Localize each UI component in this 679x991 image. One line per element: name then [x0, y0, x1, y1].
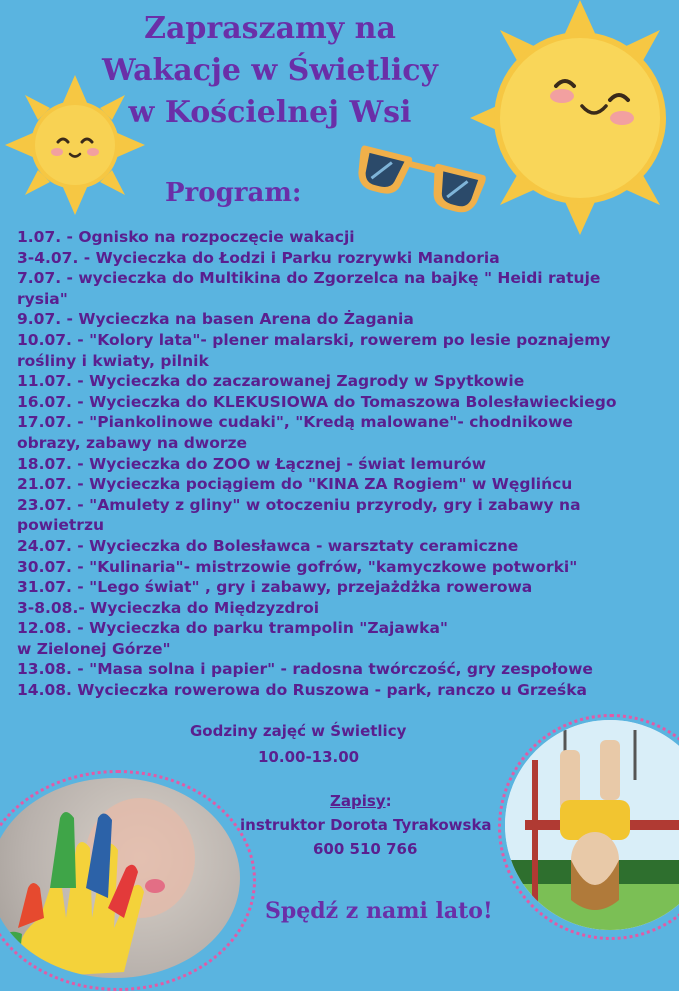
program-line: 14.08. Wycieczka rowerowa do Ruszowa - park, ranczo u Grześka — [17, 681, 588, 700]
program-list — [17, 227, 657, 701]
program-line: 1.07. - Ognisko na rozpoczęcie wakacji — [17, 228, 355, 246]
program-line: 11.07. - Wycieczka do zaczarowanej Zagrody w Spytkowie — [17, 372, 525, 391]
program-line: 7.07. - wycieczka do Multikina do Zgorzelca na bajkę " Heidi ratuje — [17, 269, 601, 288]
program-line: 23.07. - "Amulety z gliny" w otoczeniu przyrody, gry i zabawy na — [17, 495, 581, 514]
instructor-name: instruktor Dorota Tyrakowska — [240, 816, 492, 834]
program-line: w Zielonej Górze" — [17, 639, 171, 658]
hours-time: 10.00-13.00 — [258, 748, 360, 766]
program-line: 16.07. - Wycieczka do KLEKUSIOWA do Tomaszowa Bolesławieckiego — [17, 392, 617, 411]
program-line: 9.07. - Wycieczka na basen Arena do Żagania — [17, 310, 414, 329]
title-line-3: w Kościelnej Wsi — [128, 95, 412, 130]
painted-hand-icon — [0, 778, 240, 978]
program-line: 30.07. - "Kulinaria"- mistrzowie gofrów, "kamyczkowe potworki" — [17, 557, 578, 576]
program-line: 10.07. - "Kolory lata"- plener malarski, rowerem po lesie poznajemy — [17, 330, 611, 349]
program-line: rośliny i kwiaty, pilnik — [17, 351, 209, 370]
program-heading: Program: — [165, 178, 302, 208]
program-line: 21.07. - Wycieczka pociągiem do "KINA ZA Rogiem" w Węglińcu — [17, 475, 573, 494]
program-line: 17.07. - "Piankolinowe cudaki", "Kredą malowane"- chodnikowe — [17, 413, 573, 432]
program-line: obrazy, zabawy na dworze — [17, 433, 248, 452]
program-line: powietrzu — [17, 516, 104, 535]
title-line-2: Wakacje w Świetlicy — [102, 53, 438, 88]
painted-hand-photo — [0, 778, 240, 978]
signup-heading-text: Zapisy — [330, 792, 386, 810]
title-line-1: Zapraszamy na — [144, 11, 396, 46]
closing-slogan: Spędź z nami lato! — [265, 898, 493, 924]
hours-label: Godziny zajęć w Świetlicy — [190, 722, 407, 740]
program-line: 31.07. - "Lego świat" , gry i zabawy, przejażdżka rowerowa — [17, 578, 533, 597]
program-line: 3-4.07. - Wycieczka do Łodzi i Parku rozrywki Mandoria — [17, 248, 500, 267]
program-line: rysia" — [17, 289, 68, 308]
page-title — [60, 8, 480, 134]
sunglasses-icon — [350, 140, 490, 225]
program-line: 24.07. - Wycieczka do Bolesławca - warsztaty ceramiczne — [17, 536, 519, 555]
program-line: 12.08. - Wycieczka do parku trampolin "Zajawka" — [17, 619, 448, 638]
program-line: 3-8.08.- Wycieczka do Międzyzdroi — [17, 598, 320, 617]
phone-number: 600 510 766 — [313, 840, 418, 858]
program-line: 18.07. - Wycieczka do ZOO w Łącznej - świat lemurów — [17, 454, 487, 473]
program-line: 13.08. - "Masa solna i papier" - radosna twórczość, gry zespołowe — [17, 660, 593, 679]
signup-heading — [330, 792, 392, 810]
signup-colon: : — [385, 792, 392, 810]
big-sun-icon — [470, 0, 679, 240]
